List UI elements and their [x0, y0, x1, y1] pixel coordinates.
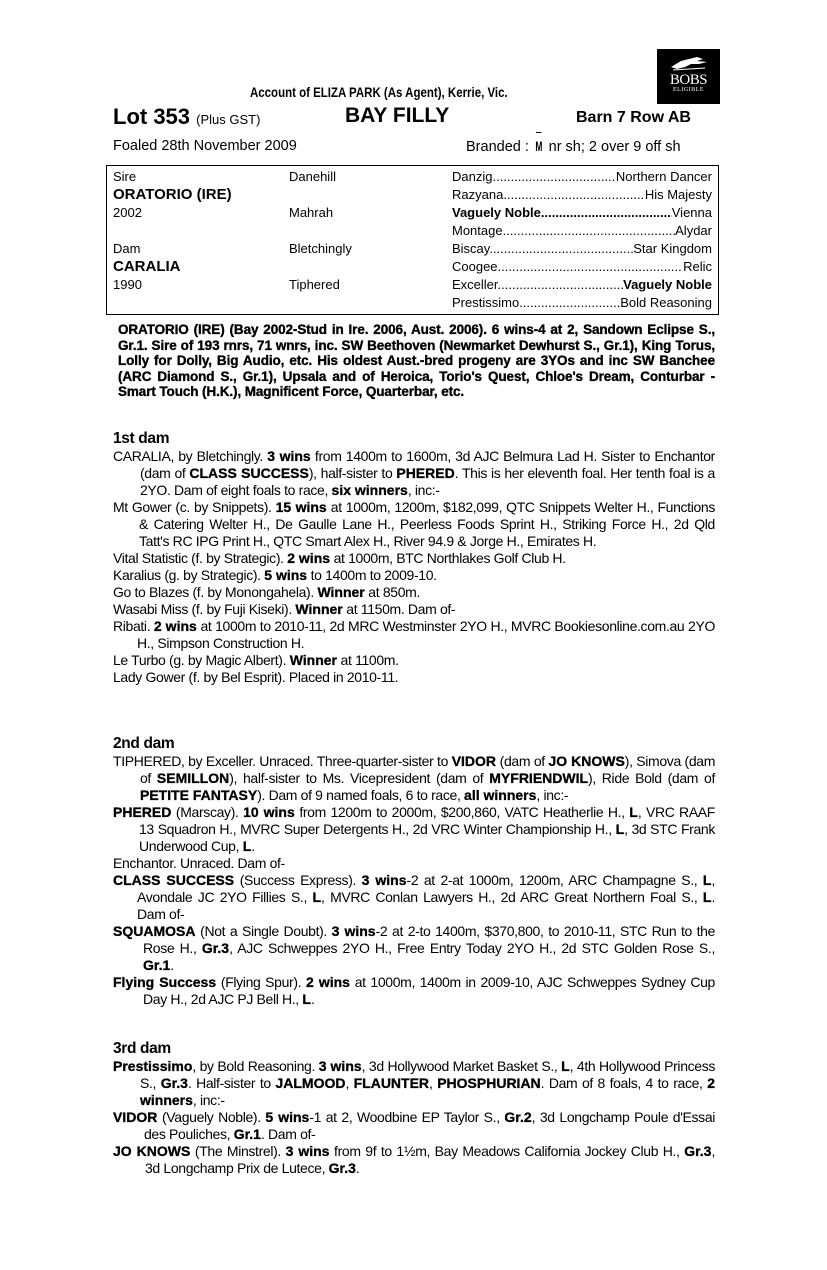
text: ), half-sister to	[308, 465, 397, 481]
progeny-entry	[113, 499, 715, 550]
bold-text: SQUAMOSA	[113, 923, 196, 939]
bold-text: Gr.2	[504, 1109, 532, 1125]
text: ), Simova (dam of	[140, 753, 716, 786]
horse-icon	[667, 55, 711, 73]
progeny-entry	[113, 584, 715, 601]
sire-dam: Mahrah	[289, 205, 334, 220]
gen3-horse: Prestissimo .....	[452, 294, 620, 312]
bold-text: L	[629, 804, 638, 820]
gen3-horse: Vaguely Noble .....	[452, 204, 672, 222]
barn-location: Barn 7 Row AB	[576, 109, 691, 126]
dam-paragraph	[113, 448, 715, 499]
text: from 1400m to 1600m, 3d AJC Belmura Lad H. Sister to Enchantor (dam of	[140, 448, 715, 481]
pedigree-gen3-row	[452, 240, 712, 258]
dam-paragraph	[113, 1058, 715, 1109]
gen3-horse: Razyana .....	[452, 186, 645, 204]
gen3-horse: Danzig .....	[452, 168, 616, 186]
branding	[466, 138, 681, 155]
gen3-sire: Northern Dancer	[615, 169, 712, 184]
grand-progeny-entry	[113, 923, 715, 974]
bold-text: 3 wins	[331, 923, 376, 939]
progeny-entry	[113, 567, 715, 584]
dam-dam: Tiphered	[289, 277, 340, 292]
text: .	[251, 838, 255, 854]
text: , MVRC Conlan Lawyers H., 2d ARC Great Northern Foal S.,	[321, 889, 703, 905]
text: , 3d Hollywood Market Basket S.,	[361, 1058, 562, 1074]
sire-name: ORATORIO (IRE)	[113, 186, 232, 203]
bold-text: CLASS SUCCESS	[113, 872, 235, 888]
text: , 3d STC Frank Underwood Cup,	[139, 821, 715, 854]
dam-name: CARALIA	[113, 258, 181, 275]
text: at 1000m, 1400m in 2009-10, AJC Schweppes Sydney Cup Day H., 2d AJC PJ Bell H.,	[143, 974, 715, 1007]
text: (dam of	[496, 753, 549, 769]
bold-text: L	[615, 821, 625, 837]
text: Go to Blazes (f. by Monongahela).	[113, 584, 318, 600]
text: , VRC RAAF 13 Squadron H., MVRC Super Detergents H., 2d VRC Winter Championship H.,	[139, 804, 715, 837]
text: (The Minstrel).	[190, 1143, 286, 1159]
text: .	[355, 1160, 360, 1176]
text: to 1400m to 2009-10.	[307, 567, 437, 583]
text: (Flying Spur).	[216, 974, 306, 990]
bold-text: Winner	[317, 584, 365, 600]
brand-mark: M	[535, 138, 543, 154]
bold-text: 3 wins	[318, 1058, 362, 1074]
bold-text: JO KNOWS	[548, 753, 625, 769]
text: , inc:-	[407, 482, 440, 498]
text: Wasabi Miss (f. by Fuji Kiseki).	[113, 601, 296, 617]
text: at 1000m, BTC Northlakes Golf Club H.	[330, 550, 566, 566]
text: (Success Express).	[234, 872, 362, 888]
pedigree-gen3-row	[452, 186, 712, 204]
bold-text: Gr.3	[201, 940, 230, 956]
lot-number	[113, 104, 260, 130]
pedigree-gen3-row	[452, 204, 712, 222]
dam-paragraph	[113, 753, 715, 804]
vendor-account: Account of ELIZA PARK (As Agent), Kerrie, Vic.	[250, 84, 508, 100]
bold-text: PHERED	[396, 465, 455, 481]
gen3-sire: Star Kingdom	[633, 241, 712, 256]
bold-text: L	[561, 1058, 570, 1074]
bold-text: VIDOR	[451, 753, 497, 769]
bold-text: 2 winners	[140, 1075, 715, 1108]
branded-label: Branded :	[466, 139, 529, 155]
bold-text: Gr.3	[328, 1160, 356, 1176]
text: , 3d Longchamp Poule d'Essai des Pouliches,	[144, 1109, 716, 1142]
colour-sex: BAY FILLY	[345, 104, 450, 127]
bold-text: 5 wins	[264, 567, 308, 583]
bold-text: 2 wins	[305, 974, 350, 990]
text: from 9f to 1½m, Bay Meadows California Jockey Club H.,	[329, 1143, 685, 1159]
sire-label: Sire	[113, 169, 137, 184]
text: . Half-sister to	[187, 1075, 276, 1091]
text: CARALIA, by Bletchingly.	[113, 448, 268, 464]
text: ), Ride Bold (dam of	[588, 770, 716, 786]
gst-note: (Plus GST)	[196, 112, 261, 127]
text: Ribati.	[113, 618, 154, 634]
first-dam-section	[113, 430, 715, 686]
gen3-sire: Relic	[683, 259, 712, 274]
text: at 850m.	[364, 584, 420, 600]
bold-text: CLASS SUCCESS	[189, 465, 309, 481]
gen3-horse: Exceller .....	[452, 276, 623, 294]
bold-text: JO KNOWS	[113, 1143, 191, 1159]
text: (Not a Single Doubt).	[195, 923, 332, 939]
bold-text: L	[302, 991, 311, 1007]
text: . Dam of-	[260, 1126, 316, 1142]
text: Mt Gower (c. by Snippets).	[113, 499, 276, 515]
gen3-horse: Montage .....	[452, 222, 675, 240]
bold-text: SEMILLON	[156, 770, 230, 786]
text: -2 at 2-to 1400m, $370,800, to 2010-11, STC Run to the Rose H.,	[143, 923, 716, 956]
lot-label: Lot 353	[113, 104, 191, 129]
gen3-sire: Alydar	[675, 223, 712, 238]
bold-text: all winners	[464, 787, 537, 803]
first-dam-heading: 1st dam	[113, 430, 170, 447]
text: . Dam of-	[137, 889, 715, 922]
bold-text: Gr.1	[233, 1126, 261, 1142]
bold-text: MYFRIENDWIL	[489, 770, 589, 786]
sire-year: 2002	[113, 205, 142, 220]
second-dam-section	[113, 735, 715, 1008]
text: , inc:-	[192, 1092, 225, 1108]
pedigree-gen3-row	[452, 168, 712, 186]
bold-text: 3 wins	[361, 872, 407, 888]
progeny-entry	[113, 652, 715, 669]
grand-progeny-entry	[113, 974, 715, 1008]
progeny-entry	[113, 804, 715, 855]
text: ,	[345, 1075, 354, 1091]
text: , inc:-	[536, 787, 569, 803]
gen3-horse: Biscay .....	[452, 240, 633, 258]
bold-text: Prestissimo	[113, 1058, 193, 1074]
bold-text: 15 wins	[275, 499, 327, 515]
text: at 1000m to 2010-11, 2d MRC Westminster 2YO H., MVRC Bookiesonline.com.au 2YO H., Simpson Construction H.	[137, 618, 715, 651]
gen3-sire: Vienna	[671, 205, 712, 220]
gen3-sire: Vaguely Noble	[623, 277, 712, 292]
pedigree-gen3-row	[452, 276, 712, 294]
text: .	[170, 957, 174, 973]
bold-text: VIDOR	[113, 1109, 158, 1125]
text: .	[310, 991, 315, 1007]
text: -1 at 2, Woodbine EP Taylor S.,	[309, 1109, 505, 1125]
text: (Marscay).	[171, 804, 244, 820]
grand-progeny-entry	[113, 872, 715, 923]
progeny-entry	[113, 855, 715, 872]
grand-progeny-entry	[113, 618, 715, 652]
bold-text: Gr.1	[143, 957, 171, 973]
text: TIPHERED, by Exceller. Unraced. Three-quarter-sister to	[113, 753, 452, 769]
dam-sire: Bletchingly	[289, 241, 352, 256]
bold-text: PETITE FANTASY	[140, 787, 258, 803]
text: , 3d Longchamp Prix de Lutece,	[145, 1143, 715, 1176]
text: , 4th Hollywood Princess S.,	[140, 1058, 716, 1091]
logo-text: BOBS	[669, 72, 708, 88]
text: at 1150m. Dam of-	[342, 601, 456, 617]
text: at 1100m.	[337, 652, 399, 668]
text: , Avondale JC 2YO Fillies S.,	[137, 872, 716, 905]
text: Enchantor. Unraced. Dam of-	[113, 855, 285, 871]
bold-text: Flying Success	[113, 974, 217, 990]
bold-text: PHOSPHURIAN	[437, 1075, 541, 1091]
bold-text: 2 wins	[287, 550, 331, 566]
pedigree-table	[106, 165, 719, 315]
text: . Dam of 8 foals, 4 to race,	[540, 1075, 708, 1091]
bold-text: L	[242, 838, 252, 854]
dam-year: 1990	[113, 277, 142, 292]
pedigree-gen3-row	[452, 258, 712, 276]
text: Vital Statistic (f. by Strategic).	[113, 550, 288, 566]
text: -2 at 2-at 1000m, 1200m, ARC Champagne S.,	[406, 872, 703, 888]
bold-text: Gr.3	[684, 1143, 712, 1159]
text: Lady Gower (f. by Bel Esprit). Placed in 2010-11.	[113, 669, 399, 685]
logo-subtext: ELIGIBLE	[673, 87, 704, 93]
text: from 1200m to 2000m, $200,860, VATC Heatherlie H.,	[294, 804, 630, 820]
text: . This is her eleventh foal. Her tenth foal is a 2YO. Dam of eight foals to race,	[140, 465, 715, 498]
bold-text: Winner	[289, 652, 338, 668]
second-dam-heading: 2nd dam	[113, 735, 175, 752]
bold-text: Gr.3	[160, 1075, 188, 1091]
grand-progeny-entry	[113, 1143, 715, 1177]
text: , by Bold Reasoning.	[192, 1058, 319, 1074]
bold-text: L	[312, 889, 322, 905]
bold-text: 5 wins	[265, 1109, 310, 1125]
text: at 1000m, 1200m, $182,099, QTC Snippets Welter H., Functions & Catering Welter H., De Gaulle Lane H., Peerless Foods Sprint H., Striking Force H., 2d Qld Tatt's RC IPG Print H., QTC Smart Alex H., River 94.9 & Jorge H., Emirates H.	[139, 499, 715, 549]
bold-text: PHERED	[113, 804, 172, 820]
text: ). Dam of 9 named foals, 6 to race,	[257, 787, 465, 803]
gen3-horse: Coogee .....	[452, 258, 683, 276]
sire-summary: ORATORIO (IRE) (Bay 2002-Stud in Ire. 2006, Aust. 2006). 6 wins-4 at 2, Sandown Eclipse S., Gr.1. Sire of 193 rnrs, 71 wnrs, inc. SW Beethoven (Newmarket Dewhurst S., Gr.1), King Torus, Lolly for Dolly, Big Audio, etc. His oldest Aust.-bred progeny are 3YOs and inc SW Banchee (ARC Diamond S., Gr.1), Upsala and of Heroica, Torio's Quest, Chloe's Dream, Conturbar - Smart Touch (H.K.), Magnificent Force, Quarterbar, etc.	[118, 322, 715, 399]
bold-text: 2 wins	[153, 618, 197, 634]
third-dam-section	[113, 1040, 715, 1177]
bold-text: FLAUNTER	[353, 1075, 430, 1091]
text: Le Turbo (g. by Magic Albert).	[113, 652, 290, 668]
sire-sire: Danehill	[289, 169, 336, 184]
bold-text: six winners	[331, 482, 408, 498]
progeny-entry	[113, 550, 715, 567]
bold-text: 10 wins	[243, 804, 295, 820]
text: Karalius (g. by Strategic).	[113, 567, 265, 583]
text: ), half-sister to Ms. Vicepresident (dam of	[229, 770, 490, 786]
bold-text: Winner	[295, 601, 343, 617]
pedigree-gen3-row	[452, 222, 712, 240]
bobs-eligible-logo	[657, 49, 720, 104]
bold-text: L	[702, 872, 712, 888]
pedigree-gen3-row	[452, 294, 712, 312]
dam-label: Dam	[113, 241, 141, 256]
gen3-sire: Bold Reasoning	[620, 295, 712, 310]
bold-text: 3 wins	[285, 1143, 330, 1159]
progeny-entry	[113, 601, 715, 618]
foaled-date: Foaled 28th November 2009	[113, 138, 297, 154]
bold-text: JALMOOD	[275, 1075, 346, 1091]
gen3-sire: His Majesty	[644, 187, 712, 202]
text: (Vaguely Noble).	[157, 1109, 266, 1125]
text: , AJC Schweppes 2YO H., Free Entry Today 2YO H., 2d STC Golden Rose S.,	[229, 940, 715, 956]
text: ,	[429, 1075, 438, 1091]
progeny-entry	[113, 1109, 715, 1143]
bold-text: 3 wins	[267, 448, 311, 464]
progeny-entry	[113, 669, 715, 686]
branded-details: nr sh; 2 over 9 off sh	[548, 139, 681, 155]
bold-text: L	[702, 889, 712, 905]
third-dam-heading: 3rd dam	[113, 1040, 171, 1057]
